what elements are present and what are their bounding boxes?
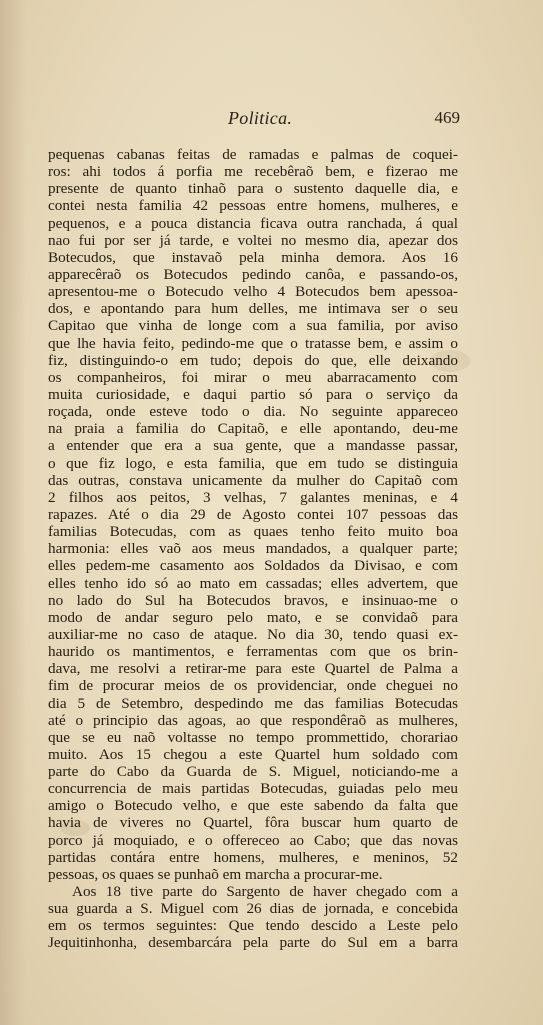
- text-line: 2 filhos aos peitos, 3 velhas, 7 galantes meninas, e 4: [48, 488, 458, 506]
- text-line: fiz, distinguindo-o em tudo; depois do que, elle deixando: [48, 351, 458, 369]
- text-line: Capitao que vinha de longe com a sua familia, por aviso: [48, 317, 458, 335]
- text-line: dava, me resolvi a retirar-me para este Quartel de Palma a: [48, 660, 458, 678]
- text-line: modo de andar seguro pelo mato, e se convidaõ para: [48, 608, 458, 626]
- text-line: sua guarda a S. Miguel com 26 dias de jornada, e concebida: [48, 900, 458, 918]
- text-line: das outras, constava unicamente da mulher do Capitaõ com: [48, 471, 458, 489]
- text-line: fim de procurar meios de os providenciar, onde cheguei no: [48, 677, 458, 695]
- text-line: apresentou-me o Botecudo velho 4 Botecudos bem apessoa-: [48, 283, 458, 301]
- text-line: elles tenho ido só ao mato em cassadas; elles advertem, que: [48, 574, 458, 592]
- text-line: o que fiz logo, e esta familia, que em tudo se distinguia: [48, 454, 458, 472]
- text-line: muito. Aos 15 chegou a este Quartel hum soldado com: [48, 745, 458, 763]
- text-line: que lhe havia feito, pedindo-me que o tratasse bem, e assim o: [48, 334, 458, 352]
- text-line: roçada, onde esteve todo o dia. No seguinte appareceo: [48, 403, 458, 421]
- text-line: elles pedem-me casamento aos Soldados da Divisao, e com: [48, 557, 458, 575]
- text-line: partidas contára entre homens, mulheres, e meninos, 52: [48, 848, 458, 866]
- page-number: 469: [434, 108, 460, 127]
- text-line: pequenos, e a pouca distancia ficava outra ranchada, á qual: [48, 214, 458, 232]
- text-line: harmonia: elles vaõ aos meus mandados, a qualquer parte;: [48, 540, 458, 558]
- running-head: [48, 108, 460, 132]
- text-line: porco já moquiado, e o offereceo ao Cabo; que das novas: [48, 831, 458, 849]
- text-line: nao fui por ser já tarde, e voltei no mesmo dia, apezar dos: [48, 231, 458, 249]
- text-line: havia de viveres no Quartel, fôra buscar hum quarto de: [48, 814, 458, 832]
- text-line: auxiliar-me no caso de ataque. No dia 30, tendo quasi ex-: [48, 625, 458, 643]
- text-line: ros: ahi todos á porfia me recebêraõ bem, e fizerao me: [48, 163, 458, 181]
- text-line: no lado do Sul ha Botecudos bravos, e insinuao-me o: [48, 591, 458, 609]
- text-line: familias Botecudas, com as quaes tenho feito muito boa: [48, 523, 458, 541]
- text-line: contei nesta familia 42 pessoas entre homens, mulheres, e: [48, 197, 458, 215]
- text-line: na praia a familia do Capitaõ, e elle apontando, deu-me: [48, 420, 458, 438]
- text-line: em os termos seguintes: Que tendo descido a Leste pelo: [48, 917, 458, 935]
- text-line: pequenas cabanas feitas de ramadas e palmas de coquei-: [48, 146, 458, 163]
- text-line: pessoas, os quaes se punhaõ em marcha a procurar-me.: [48, 865, 383, 883]
- body-text: [48, 146, 458, 952]
- text-line: rapazes. Até o dia 29 de Agosto contei 107 pessoas das: [48, 505, 458, 523]
- text-line: que se eu naõ voltasse no tempo prommettido, chorariao: [48, 728, 458, 746]
- text-line: Aos 18 tive parte do Sargento de haver chegado com a: [72, 883, 458, 901]
- text-line: presente de quanto tinhaõ para o sustento daquelle dia, e: [48, 180, 458, 198]
- text-line: até o principio das agoas, ao que respondêraõ as mulheres,: [48, 711, 458, 729]
- text-line: amigo o Botecudo velho, e que este sabendo da falta que: [48, 797, 458, 815]
- text-line: dia 5 de Setembro, despedindo me das familias Botecudas: [48, 694, 458, 712]
- text-line: Jequitinhonha, desembarcára pela parte do Sul em a barra: [48, 934, 458, 952]
- text-line: haurido os mantimentos, e ferramentas com que os brin-: [48, 643, 458, 661]
- text-line: Botecudos, que instavaõ pela minha demora. Aos 16: [48, 248, 458, 266]
- text-line: dos, e apontando para hum delles, me intimava ser o seu: [48, 300, 458, 318]
- text-line: apparecêraõ os Botecudos pedindo canôa, e passando-os,: [48, 265, 458, 283]
- text-line: os companheiros, foi mirar o meu abarracamento com: [48, 368, 458, 386]
- text-line: a entender que era a sua gente, que a mandasse passar,: [48, 437, 458, 455]
- running-head-title: Politica.: [228, 108, 293, 128]
- text-line: parte do Cabo da Guarda de S. Miguel, noticiando-me a: [48, 763, 458, 781]
- text-line: concurrencia de mais partidas Botecudas, guiadas pelo meu: [48, 780, 458, 798]
- text-line: muita curiosidade, e daqui partio só para o serviço da: [48, 385, 458, 403]
